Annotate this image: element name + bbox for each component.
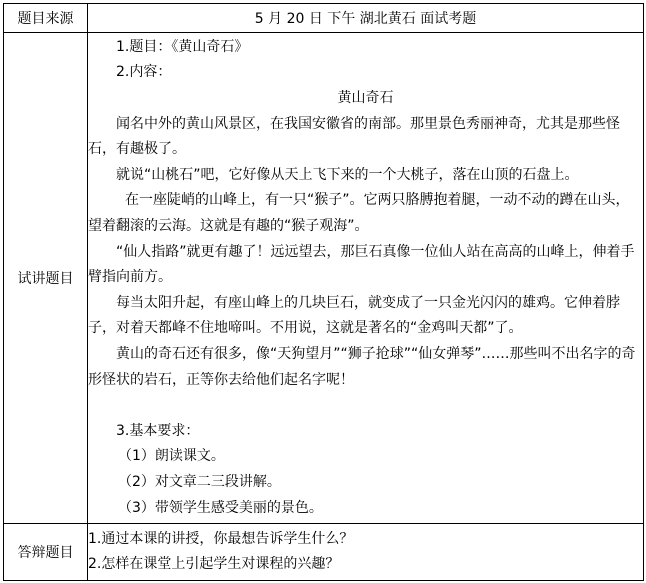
defense-question: 1.通过本课的讲授，你最想告诉学生什么？: [88, 531, 354, 547]
trial-item-content: 2.内容：: [116, 64, 172, 81]
requirements-heading: 3.基本要求：: [116, 422, 200, 439]
spacer: [88, 393, 643, 419]
defense-label: 答辩题目: [4, 524, 88, 581]
text-paragraph: 黄山的奇石还有很多，像“天狗望月”“狮子抢球”“仙女弹琴”……那些叫不出名字的奇形怪状的岩石，正等你去给他们起名字呢！: [88, 345, 636, 388]
source-row: [4, 4, 644, 33]
trial-item-title: 1.题目：《黄山奇石》: [116, 38, 249, 55]
defense-content: [88, 524, 644, 581]
text-paragraph: 每当太阳升起，有座山峰上的几块巨石，就变成了一只金光闪闪的雄鸡。它伸着脖子，对着天都峰不住地啼叫。不用说，这就是著名的“金鸡叫天都”了。: [88, 294, 620, 337]
source-label: 题目来源: [4, 4, 88, 33]
text-paragraph: 在一座陡峭的山峰上，有一只“猴子”。它两只胳膊抱着腿，一动不动的蹲在山头，望着翻滚的云海。这就是有趣的“猴子观海”。: [88, 192, 630, 235]
requirement-item: （3）带领学生感受美丽的景色。: [118, 499, 323, 516]
trial-row: [4, 33, 644, 524]
trial-content: [88, 33, 644, 524]
defense-question: 2.怎样在课堂上引起学生对课程的兴趣？: [88, 556, 340, 572]
defense-row: [4, 524, 644, 581]
text-paragraph: 闻名中外的黄山风景区，在我国安徽省的南部。那里景色秀丽神奇，尤其是那些怪石，有趣极了。: [88, 115, 620, 158]
requirement-item: （2）对文章二三段讲解。: [118, 473, 281, 490]
trial-label: 试讲题目: [4, 33, 88, 524]
text-title: 黄山奇石: [337, 90, 394, 107]
text-paragraph: 就说“山桃石”吧，它好像从天上飞下来的一个大桃子，落在山顶的石盘上。: [116, 166, 579, 183]
requirement-item: （1）朗读课文。: [118, 448, 225, 465]
text-paragraph: “仙人指路”就更有趣了！远远望去，那巨石真像一位仙人站在高高的山峰上，伸着手臂指向前方。: [88, 243, 635, 286]
exam-table: [3, 3, 644, 581]
source-value: 5 月 20 日 下午 湖北黄石 面试考题: [88, 4, 644, 33]
